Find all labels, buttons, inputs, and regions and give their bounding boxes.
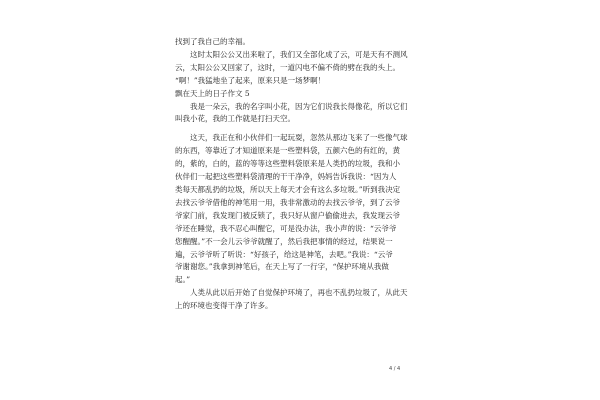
text-line: 遍，云爷爷听了听说：“好孩子，给这是神笔，去吧。”我说：“云爷: [175, 249, 393, 259]
text-line: 上的环境也变得干净了许多。: [175, 301, 273, 311]
text-line: 爷谢谢您。”我拿到神笔后，在天上写了一行字，“保护环境从我做: [175, 262, 389, 272]
paragraph-first-line: 这天，我正在和小伙伴们一起玩耍，忽然从那边飞来了一些像气球: [190, 133, 408, 143]
text-line: 爷家门前，我发现门被反锁了，我只好从窗户偷偷进去，我发现云爷: [175, 210, 400, 220]
paragraph-first-line: 人类从此以后开始了自觉保护环境了，再也不乱扔垃圾了，从此天: [190, 288, 408, 298]
text-line: 起。”: [175, 275, 191, 285]
text-line: 找到了我自己的幸福。: [175, 37, 250, 46]
text-line: 伙伴们一起把这些塑料袋清理的干干净净，妈妈告诉我说：“因为人: [175, 172, 397, 182]
page-number: 4 / 4: [389, 366, 401, 372]
text-line: 的东西，等靠近了才知道原来是一些塑料袋，五颜六色的有红的，黄: [175, 146, 400, 156]
paragraph-first-line: 我是一朵云，我的名字叫小花，因为它们说我长得像花，所以它们: [190, 101, 408, 111]
text-line: 飘在天上的日子作文 5: [175, 88, 250, 98]
text-line: 云，太阳公公又回家了，这时，一道闪电不偏不倚的劈在我的头上。: [175, 62, 400, 72]
paragraph-first-line: 这时太阳公公又出来啦了，我们又全部化成了云，可是天有不测风: [190, 49, 408, 59]
text-line: 叫我小花，我的工作就是打扫天空。: [175, 114, 295, 124]
text-line: “啊！”我猛地坐了起来，原来只是一场梦啊！: [175, 75, 326, 85]
text-line: 的，紫的，白的，蓝的等等这些塑料袋原来是人类扔的垃圾，我和小: [175, 159, 400, 169]
essay-body: [175, 36, 407, 313]
text-line: 去找云爷爷借他的神笔用一用，我非常激动的去找云爷爷，到了云爷: [175, 197, 400, 207]
text-line: 类每天都乱扔的垃圾，所以天上每天才会有这么多垃圾。”听到我决定: [175, 184, 401, 194]
text-line: 爷还在睡觉，我不忍心叫醒它，可是没办法，我小声的说：“云爷爷: [175, 223, 397, 233]
text-line: 您醒醒。”不一会儿云爷爷就醒了，然后我把事情的经过，结果说一: [175, 236, 393, 246]
